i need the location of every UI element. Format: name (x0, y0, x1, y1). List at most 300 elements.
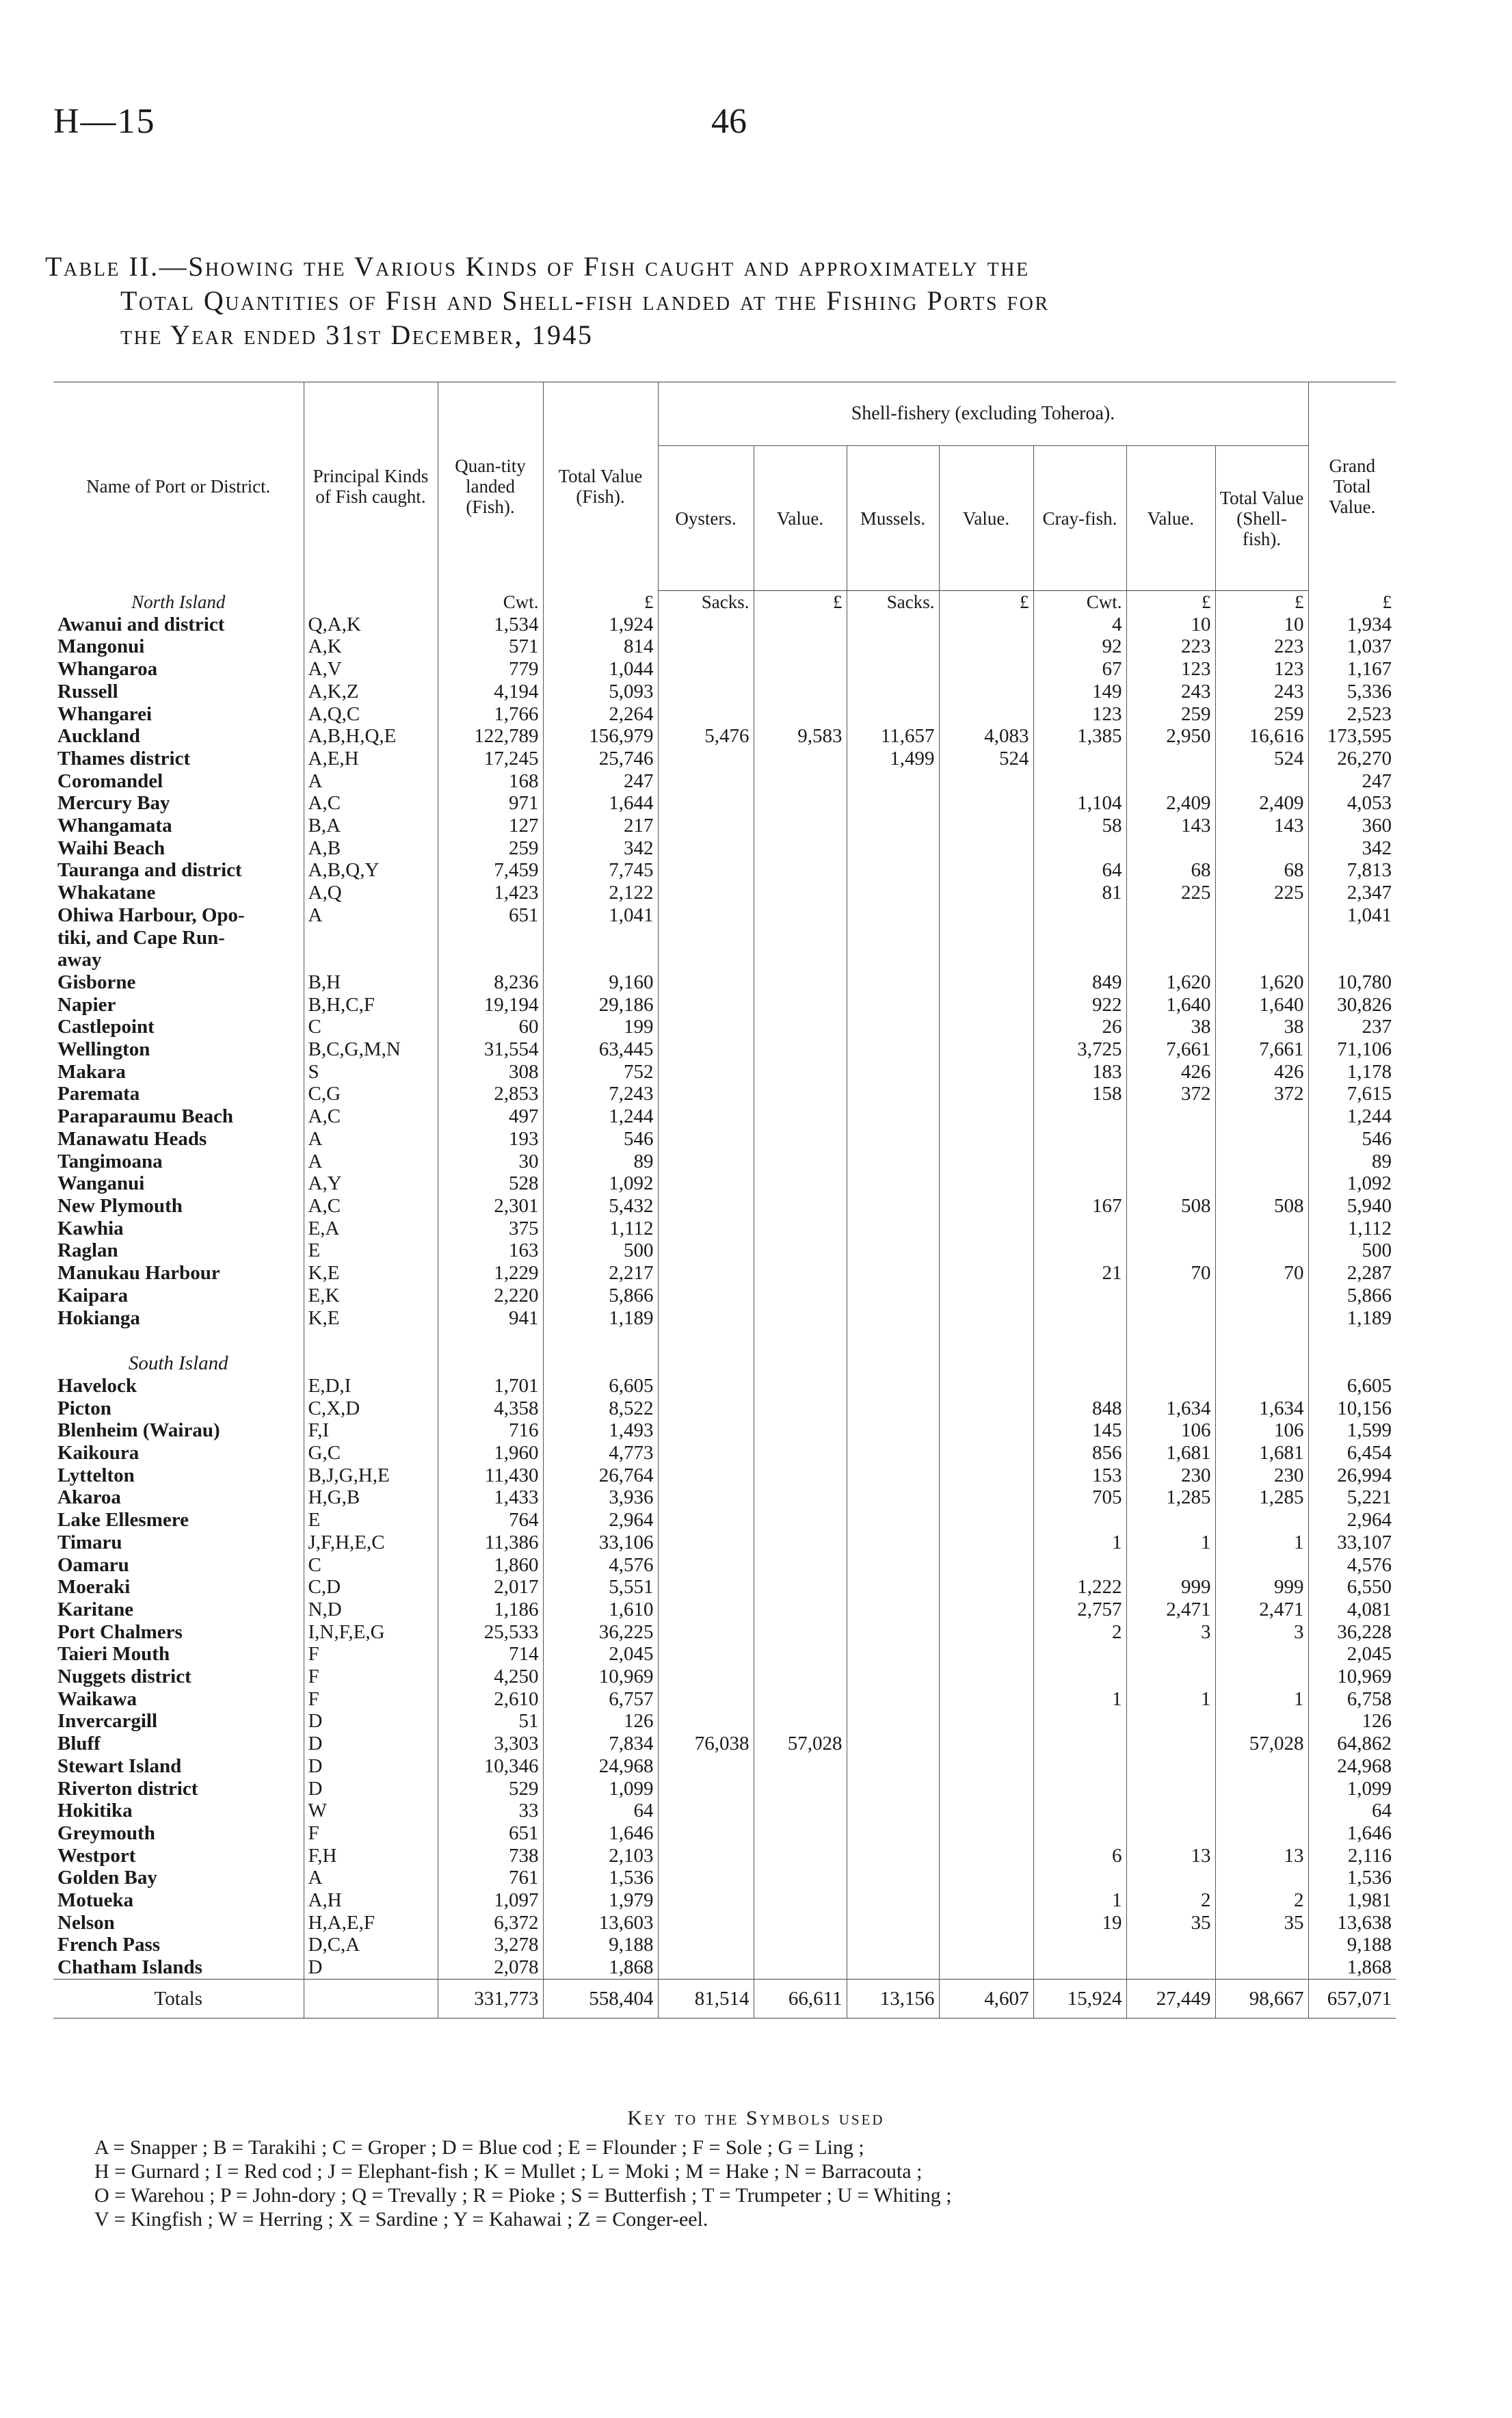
grand-total: 6,605 (1308, 1375, 1396, 1397)
table-row (53, 1172, 1396, 1195)
oysters-value (754, 681, 847, 703)
table-row (53, 1375, 1396, 1397)
crayfish-cwt: 1,222 (1033, 1576, 1126, 1599)
shellfish-total: 2,471 (1215, 1599, 1308, 1621)
fish-value: 3,936 (543, 1486, 658, 1509)
grand-total: 1,037 (1308, 635, 1396, 658)
port-name: Havelock (57, 1374, 137, 1397)
crayfish-value: 3 (1126, 1621, 1215, 1644)
oysters-value: 9,583 (754, 725, 847, 748)
fish-kinds: J,F,H,E,C (304, 1532, 438, 1554)
oysters-sacks (658, 1419, 754, 1442)
oysters-value (754, 1800, 847, 1822)
fish-value: 546 (543, 1128, 658, 1151)
shellfish-total: 1 (1215, 1688, 1308, 1711)
table-row (53, 770, 1396, 793)
table-row (53, 837, 1396, 860)
crayfish-value: 2 (1126, 1889, 1215, 1912)
port-name: Ohiwa Harbour, Opo- (57, 904, 245, 926)
fish-kinds: A,C (304, 792, 438, 815)
shellfish-total (1215, 1554, 1308, 1577)
oysters-sacks (658, 1912, 754, 1934)
mussels-value (939, 658, 1033, 681)
mussels-value (939, 1643, 1033, 1666)
fish-value: 247 (543, 770, 658, 793)
fish-kinds: A,B,H,Q,E (304, 725, 438, 748)
fish-kinds: D (304, 1778, 438, 1800)
shellfish-total (1215, 1239, 1308, 1262)
oysters-sacks (658, 1599, 754, 1621)
gap-cell (543, 1329, 658, 1352)
mussels-value (939, 1016, 1033, 1038)
table-row (53, 1800, 1396, 1822)
quantity-landed: 60 (438, 1016, 543, 1038)
fish-kinds: A,K (304, 635, 438, 658)
crayfish-value: 1,620 (1126, 971, 1215, 994)
crayfish-cwt: 19 (1033, 1912, 1126, 1934)
mussels-sacks (847, 1845, 939, 1867)
quantity-landed: 193 (438, 1128, 543, 1151)
crayfish-cwt (1033, 927, 1126, 949)
oysters-sacks (658, 1643, 754, 1666)
fish-value: 1,044 (543, 658, 658, 681)
oysters-value (754, 1956, 847, 1979)
quantity-landed: 714 (438, 1643, 543, 1666)
crayfish-value: 10 (1126, 614, 1215, 636)
grand-total: 237 (1308, 1016, 1396, 1038)
shellfish-total: 123 (1215, 658, 1308, 681)
fish-value: 24,968 (543, 1755, 658, 1778)
grand-total: 64 (1308, 1800, 1396, 1822)
mussels-sacks: 11,657 (847, 725, 939, 748)
grand-total: 1,099 (1308, 1778, 1396, 1800)
port-name: Hokitika (57, 1800, 133, 1822)
table-row (53, 1151, 1396, 1173)
fish-value: 2,217 (543, 1262, 658, 1285)
oysters-value (754, 1486, 847, 1509)
crayfish-cwt (1033, 949, 1126, 971)
oysters-sacks (658, 614, 754, 636)
gap-cell (53, 1329, 304, 1352)
fish-kinds: A,B,Q,Y (304, 859, 438, 882)
table-row (53, 1822, 1396, 1845)
crayfish-cwt: 92 (1033, 635, 1126, 658)
mussels-value (939, 703, 1033, 726)
mussels-sacks (847, 703, 939, 726)
title-line-2: Total Quantities of Fish and Shell-fish landed at the Fishing Ports for (120, 285, 1050, 316)
shellfish-total (1215, 1307, 1308, 1330)
port-name: Hokianga (57, 1306, 140, 1329)
mussels-value (939, 971, 1033, 994)
mussels-sacks (847, 1442, 939, 1464)
table-row (53, 681, 1396, 703)
quantity-landed: 1,186 (438, 1599, 543, 1621)
quantity-landed: 1,423 (438, 882, 543, 904)
oysters-sacks (658, 1576, 754, 1599)
port-name: Tauranga and district (57, 859, 242, 882)
crayfish-value: 223 (1126, 635, 1215, 658)
oysters-sacks (658, 1688, 754, 1711)
fish-kinds: A (304, 1128, 438, 1151)
mussels-value (939, 1666, 1033, 1688)
shellfish-total (1215, 1218, 1308, 1240)
crayfish-cwt: 1 (1033, 1688, 1126, 1711)
table-row (53, 1912, 1396, 1934)
mussels-sacks (847, 1151, 939, 1173)
shellfish-total: 68 (1215, 859, 1308, 882)
crayfish-cwt (1033, 770, 1126, 793)
shellfish-total: 1,634 (1215, 1397, 1308, 1420)
crayfish-cwt (1033, 1710, 1126, 1733)
shellfish-total (1215, 1934, 1308, 1956)
quantity-landed: 3,278 (438, 1934, 543, 1956)
fish-kinds: B,H,C,F (304, 994, 438, 1016)
oysters-value (754, 1621, 847, 1644)
oysters-sacks (658, 1867, 754, 1889)
mussels-sacks (847, 1867, 939, 1889)
fish-kinds: E,A (304, 1218, 438, 1240)
quantity-landed: 529 (438, 1778, 543, 1800)
table-row (53, 1307, 1396, 1330)
symbol-key-line: A = Snapper ; B = Tarakihi ; C = Groper ; D = Blue cod ; E = Flounder ; F = Sole ; G = Ling ; (94, 2136, 864, 2159)
oysters-value (754, 1105, 847, 1128)
fish-value: 1,644 (543, 792, 658, 815)
quantity-landed: 2,017 (438, 1576, 543, 1599)
mussels-value (939, 1599, 1033, 1621)
oysters-value: 57,028 (754, 1733, 847, 1755)
shellfish-total: 1 (1215, 1532, 1308, 1554)
oysters-value (754, 770, 847, 793)
mussels-value (939, 1151, 1033, 1173)
shellfish-total (1215, 1172, 1308, 1195)
unit-label: £ (1215, 591, 1308, 614)
grand-total: 1,167 (1308, 658, 1396, 681)
mussels-value: 4,083 (939, 725, 1033, 748)
mussels-sacks (847, 1666, 939, 1688)
fish-value: 8,522 (543, 1397, 658, 1420)
mussels-sacks (847, 681, 939, 703)
table-row (53, 635, 1396, 658)
mussels-value (939, 1576, 1033, 1599)
mussels-value (939, 614, 1033, 636)
grand-total: 1,092 (1308, 1172, 1396, 1195)
blank-cell (939, 1352, 1033, 1375)
crayfish-cwt: 145 (1033, 1419, 1126, 1442)
mussels-sacks (847, 635, 939, 658)
col-header-kinds: Principal Kinds of Fish caught. (304, 382, 438, 591)
crayfish-value (1126, 927, 1215, 949)
fish-kinds: E (304, 1239, 438, 1262)
shellfish-total (1215, 1128, 1308, 1151)
grand-total: 2,116 (1308, 1845, 1396, 1867)
crayfish-value: 13 (1126, 1845, 1215, 1867)
crayfish-value (1126, 1239, 1215, 1262)
oysters-value (754, 1934, 847, 1956)
fish-value: 89 (543, 1151, 658, 1173)
crayfish-cwt (1033, 1105, 1126, 1128)
shellfish-total (1215, 1643, 1308, 1666)
oysters-value (754, 1262, 847, 1285)
grand-total: 173,595 (1308, 725, 1396, 748)
shellfish-total: 426 (1215, 1061, 1308, 1083)
grand-total: 6,550 (1308, 1576, 1396, 1599)
total-mussels-sacks: 13,156 (847, 1979, 939, 2018)
grand-total: 1,868 (1308, 1956, 1396, 1979)
symbol-key-line: O = Warehou ; P = John-dory ; Q = Trevally ; R = Pioke ; S = Butterfish ; T = Trumpeter ; U = Whiting ; (94, 2184, 952, 2207)
grand-total: 71,106 (1308, 1038, 1396, 1061)
table-row (53, 1710, 1396, 1733)
crayfish-cwt: 848 (1033, 1397, 1126, 1420)
col-header-quantity: Quan-tity landed (Fish). (438, 382, 543, 591)
crayfish-cwt (1033, 1509, 1126, 1532)
table-row (53, 1554, 1396, 1577)
fish-kinds: A (304, 904, 438, 927)
oysters-sacks (658, 1666, 754, 1688)
mussels-sacks (847, 882, 939, 904)
fish-value: 1,041 (543, 904, 658, 927)
grand-total: 13,638 (1308, 1912, 1396, 1934)
mussels-sacks (847, 1688, 939, 1711)
quantity-landed: 497 (438, 1105, 543, 1128)
table-row (53, 1218, 1396, 1240)
mussels-value: 524 (939, 748, 1033, 770)
fish-kinds: F,H (304, 1845, 438, 1867)
oysters-value (754, 1755, 847, 1778)
crayfish-cwt (1033, 1778, 1126, 1800)
table-row (53, 1442, 1396, 1464)
fish-value: 63,445 (543, 1038, 658, 1061)
totals-row (53, 1979, 1396, 2018)
crayfish-value (1126, 1285, 1215, 1307)
fish-kinds: C (304, 1554, 438, 1577)
shellfish-total: 1,681 (1215, 1442, 1308, 1464)
mussels-sacks (847, 815, 939, 837)
fish-kinds: I,N,F,E,G (304, 1621, 438, 1644)
port-name: Blenheim (Wairau) (57, 1419, 220, 1442)
port-name: Westport (57, 1844, 136, 1867)
shellfish-total: 38 (1215, 1016, 1308, 1038)
col-header-fish-value: Total Value (Fish). (543, 382, 658, 591)
shellfish-total (1215, 1755, 1308, 1778)
fish-value: 2,964 (543, 1509, 658, 1532)
quantity-landed: 1,229 (438, 1262, 543, 1285)
crayfish-value (1126, 837, 1215, 860)
gap-cell (1215, 1329, 1308, 1352)
total-oysters-value: 66,611 (754, 1979, 847, 2018)
quantity-landed: 4,250 (438, 1666, 543, 1688)
fish-kinds: A,V (304, 658, 438, 681)
blank-cell (304, 1352, 438, 1375)
fish-value: 5,866 (543, 1285, 658, 1307)
crayfish-value (1126, 949, 1215, 971)
table-row (53, 1643, 1396, 1666)
oysters-sacks (658, 1822, 754, 1845)
gap-cell (847, 1329, 939, 1352)
mussels-sacks (847, 1532, 939, 1554)
oysters-sacks (658, 1195, 754, 1218)
table-row (53, 748, 1396, 770)
grand-total: 1,178 (1308, 1061, 1396, 1083)
mussels-value (939, 1822, 1033, 1845)
col-header-port: Name of Port or District. (53, 382, 304, 591)
quantity-landed: 6,372 (438, 1912, 543, 1934)
shellfish-total: 1,640 (1215, 994, 1308, 1016)
grand-total: 1,536 (1308, 1867, 1396, 1889)
shellfish-total: 999 (1215, 1576, 1308, 1599)
table-row (53, 927, 1396, 949)
oysters-sacks: 76,038 (658, 1733, 754, 1755)
port-name: Greymouth (57, 1822, 155, 1844)
grand-total: 9,188 (1308, 1934, 1396, 1956)
mussels-value (939, 882, 1033, 904)
blank-cell (847, 1352, 939, 1375)
mussels-sacks (847, 1934, 939, 1956)
crayfish-value (1126, 1934, 1215, 1956)
mussels-sacks (847, 1375, 939, 1397)
shellfish-total: 223 (1215, 635, 1308, 658)
oysters-value (754, 1218, 847, 1240)
table-row (53, 1239, 1396, 1262)
total-mussels-value: 4,607 (939, 1979, 1033, 2018)
grand-total: 24,968 (1308, 1755, 1396, 1778)
oysters-sacks (658, 1934, 754, 1956)
mussels-sacks (847, 1083, 939, 1105)
shellfish-total (1215, 927, 1308, 949)
blank-cell (1308, 1352, 1396, 1375)
oysters-sacks (658, 1442, 754, 1464)
symbol-key-title: Key to the Symbols used (627, 2107, 885, 2129)
oysters-sacks (658, 1532, 754, 1554)
oysters-sacks (658, 1778, 754, 1800)
shellfish-total (1215, 1105, 1308, 1128)
fish-value: 1,646 (543, 1822, 658, 1845)
col-header-grand-total: Grand Total Value. (1308, 382, 1396, 591)
fish-kinds: D,C,A (304, 1934, 438, 1956)
fish-kinds: A,Y (304, 1172, 438, 1195)
fish-kinds: F (304, 1688, 438, 1711)
oysters-sacks (658, 1845, 754, 1867)
oysters-sacks (658, 1554, 754, 1577)
fish-kinds: A (304, 1867, 438, 1889)
fish-value: 2,103 (543, 1845, 658, 1867)
crayfish-value (1126, 1643, 1215, 1666)
mussels-sacks (847, 904, 939, 927)
mussels-value (939, 994, 1033, 1016)
crayfish-cwt (1033, 1239, 1126, 1262)
mussels-sacks (847, 1822, 939, 1845)
grand-total: 2,523 (1308, 703, 1396, 726)
shellfish-total: 1,285 (1215, 1486, 1308, 1509)
port-name: Picton (57, 1397, 111, 1419)
blank-cell (1215, 1352, 1308, 1375)
mussels-value (939, 1218, 1033, 1240)
mussels-value (939, 1755, 1033, 1778)
crayfish-value: 2,471 (1126, 1599, 1215, 1621)
unit-label: Cwt. (438, 591, 543, 614)
port-name: Waikawa (57, 1687, 137, 1710)
fish-kinds: K,E (304, 1262, 438, 1285)
port-name: Wellington (57, 1038, 150, 1061)
quantity-landed: 761 (438, 1867, 543, 1889)
grand-total: 4,053 (1308, 792, 1396, 815)
fish-kinds: A,E,H (304, 748, 438, 770)
document-reference: H—15 (53, 102, 156, 141)
port-name: Whangamata (57, 815, 172, 837)
mussels-value (939, 1105, 1033, 1128)
oysters-sacks (658, 1218, 754, 1240)
port-name: Manawatu Heads (57, 1127, 207, 1150)
crayfish-cwt: 1 (1033, 1532, 1126, 1554)
grand-total: 2,347 (1308, 882, 1396, 904)
grand-total: 2,287 (1308, 1262, 1396, 1285)
crayfish-cwt: 183 (1033, 1061, 1126, 1083)
oysters-value (754, 927, 847, 949)
oysters-sacks (658, 1755, 754, 1778)
quantity-landed: 163 (438, 1239, 543, 1262)
oysters-value (754, 1307, 847, 1330)
crayfish-value: 259 (1126, 703, 1215, 726)
mussels-value (939, 681, 1033, 703)
quantity-landed (438, 949, 543, 971)
port-name: Russell (57, 680, 118, 702)
grand-total: 4,081 (1308, 1599, 1396, 1621)
crayfish-cwt: 4 (1033, 614, 1126, 636)
fish-kinds: A (304, 1151, 438, 1173)
oysters-sacks (658, 1239, 754, 1262)
mussels-sacks (847, 1621, 939, 1644)
mussels-sacks (847, 1307, 939, 1330)
fish-value: 1,189 (543, 1307, 658, 1330)
oysters-value (754, 1778, 847, 1800)
port-name: Kawhia (57, 1217, 124, 1239)
shellfish-total: 524 (1215, 748, 1308, 770)
fish-value: 1,924 (543, 614, 658, 636)
port-name: Mangonui (57, 635, 145, 658)
shellfish-total: 3 (1215, 1621, 1308, 1644)
shellfish-total: 372 (1215, 1083, 1308, 1105)
crayfish-cwt: 158 (1033, 1083, 1126, 1105)
oysters-value (754, 1172, 847, 1195)
col-header-crayfish: Cray-fish. (1033, 446, 1126, 591)
fish-value: 1,979 (543, 1889, 658, 1912)
crayfish-cwt (1033, 1755, 1126, 1778)
mussels-sacks (847, 1599, 939, 1621)
col-header-crayfish-value: Value. (1126, 446, 1215, 591)
grand-total: 36,228 (1308, 1621, 1396, 1644)
total-fish-value: 558,404 (543, 1979, 658, 2018)
quantity-landed: 738 (438, 1845, 543, 1867)
mussels-value (939, 1554, 1033, 1577)
table-row (53, 614, 1396, 636)
crayfish-value (1126, 1956, 1215, 1979)
port-name: tiki, and Cape Run- (57, 926, 225, 949)
section-title-row (53, 591, 1396, 614)
mussels-sacks (847, 1285, 939, 1307)
fish-kinds: D (304, 1956, 438, 1979)
oysters-sacks (658, 1956, 754, 1979)
grand-total: 4,576 (1308, 1554, 1396, 1577)
oysters-value (754, 949, 847, 971)
oysters-sacks (658, 1285, 754, 1307)
fish-value: 2,045 (543, 1643, 658, 1666)
fish-kinds: A,Q,C (304, 703, 438, 726)
oysters-sacks (658, 748, 754, 770)
oysters-sacks (658, 792, 754, 815)
port-name: Napier (57, 993, 116, 1016)
mussels-value (939, 1464, 1033, 1487)
grand-total: 33,107 (1308, 1532, 1396, 1554)
shellfish-total (1215, 770, 1308, 793)
